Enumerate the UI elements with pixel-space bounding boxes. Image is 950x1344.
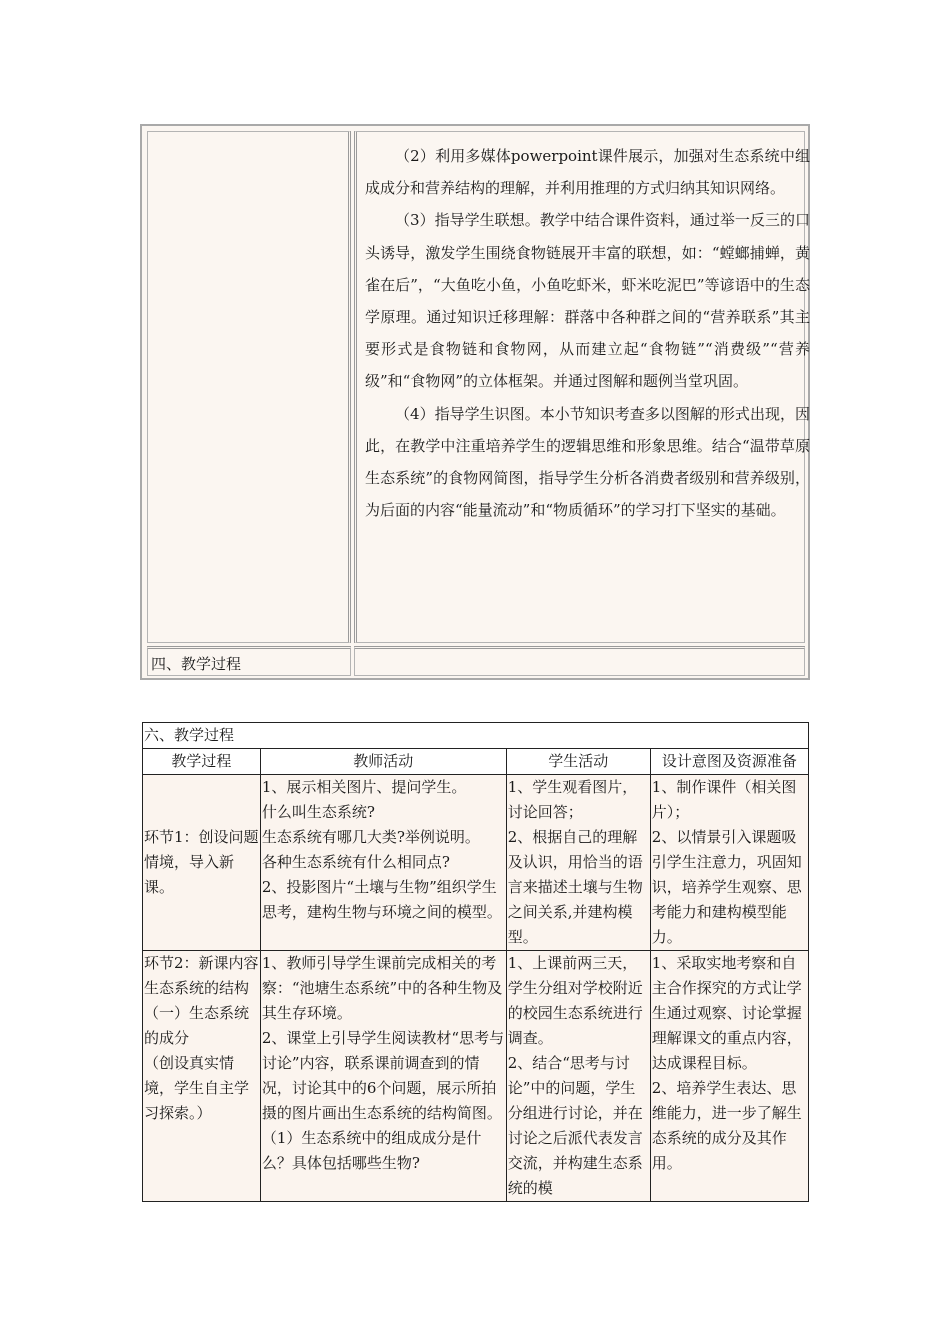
teacher-line: 2、投影图片“土壤与生物”组织学生思考，建构生物与环境之间的模型。 bbox=[261, 878, 502, 921]
stage-line: （一）生态系统的成分 bbox=[144, 1004, 250, 1047]
table-row bbox=[143, 775, 809, 951]
header-design: 设计意图及资源准备 bbox=[650, 749, 808, 775]
design-line: 2、以情景引入课题吸引学生注意力，巩固知识，培养学生观察、思考能力和建构模型能力。 bbox=[651, 828, 802, 946]
teaching-process-table bbox=[142, 722, 809, 1202]
section-label-cell bbox=[147, 646, 351, 676]
stage-cell bbox=[143, 951, 261, 1202]
teacher-cell bbox=[260, 951, 506, 1202]
teacher-line: 生态系统有哪几大类?举例说明。 bbox=[261, 828, 480, 846]
table-title: 六、教学过程 bbox=[143, 723, 809, 749]
table-row bbox=[143, 951, 809, 1202]
teacher-line: 1、展示相关图片、提问学生。 bbox=[261, 778, 467, 796]
student-cell bbox=[506, 951, 650, 1202]
stage-line: 环节2：新课内容 bbox=[144, 954, 259, 972]
teacher-line: （1）生态系统中的组成成分是什么？具体包括哪些生物? bbox=[261, 1129, 482, 1172]
teacher-line: 各种生态系统有什么相同点? bbox=[261, 853, 450, 871]
teacher-cell bbox=[260, 775, 506, 951]
header-student: 学生活动 bbox=[506, 749, 650, 775]
section-empty-cell bbox=[354, 646, 805, 676]
stage-line: 生态系统的结构 bbox=[144, 979, 250, 997]
method-table-left-cell bbox=[147, 131, 351, 643]
method-paragraph-4: （4）指导学生识图。本小节知识考查多以图解的形式出现，因此，在教学中注重培养学生的逻辑思维和形象思维。结合“温带草原生态系统”的食物网简图，指导学生分析各消费者级别和营养级别，为后面的内容“能量流动”和“物质循环”的学习打下坚实的基础。 bbox=[365, 404, 810, 520]
student-cell bbox=[506, 775, 650, 951]
stage-cell bbox=[143, 775, 261, 951]
teacher-line: 2、课堂上引导学生阅读教材“思考与讨论”内容，联系课前调查到的情况，讨论其中的6个问题，展示所拍摄的图片画出生态系统的结构简图。 bbox=[261, 1029, 505, 1122]
method-table bbox=[140, 124, 810, 680]
stage-text: 环节1：创设问题情境，导入新课。 bbox=[144, 828, 259, 896]
design-cell bbox=[650, 775, 808, 951]
design-line: 1、采取实地考察和自主合作探究的方式让学生通过观察、讨论掌握理解课文的重点内容，达成课程目标。 bbox=[651, 954, 802, 1072]
method-paragraph-3: （3）指导学生联想。教学中结合课件资料，通过举一反三的口头诱导，激发学生围绕食物链展开丰富的联想，如：“螳螂捕蝉，黄雀在后”，“大鱼吃小鱼，小鱼吃虾米，虾米吃泥巴”等谚语中的生态学原理。通过知识迁移理解：群落中各种群之间的“营养联系”其主要形式是食物链和食物网，从而建立起“食物链”“消费级”“营养级”和“食物网”的立体框架。并通过图解和题例当堂巩固。 bbox=[365, 211, 810, 391]
design-line: 1、制作课件（相关图片）； bbox=[651, 778, 797, 821]
student-line: 1、学生观看图片，讨论回答； bbox=[507, 778, 638, 821]
teacher-line: 什么叫生态系统? bbox=[261, 803, 375, 821]
header-stage: 教学过程 bbox=[143, 749, 261, 775]
teacher-line: 1、教师引导学生课前完成相关的考察：“池塘生态系统”中的各种生物及其生存环境。 bbox=[261, 954, 503, 1022]
student-line: 1、上课前两三天，学生分组对学校附近的校园生态系统进行调查。 bbox=[507, 954, 643, 1047]
section-label: 四、教学过程 bbox=[151, 655, 242, 673]
header-teacher: 教师活动 bbox=[260, 749, 506, 775]
method-table-right-cell bbox=[354, 131, 810, 643]
method-text bbox=[365, 140, 810, 526]
method-paragraph-2: （2）利用多媒体powerpoint课件展示，加强对生态系统中组成成分和营养结构的理解，并利用推理的方式归纳其知识网络。 bbox=[365, 147, 810, 198]
student-line: 2、根据自己的理解及认识，用恰当的语言来描述土壤与生物之间关系,并建构模型。 bbox=[507, 828, 643, 946]
design-line: 2、培养学生表达、思维能力，进一步了解生态系统的成分及其作用。 bbox=[651, 1079, 802, 1172]
stage-line: （创设真实情境，学生自主学习探索。） bbox=[144, 1054, 250, 1122]
student-line: 2、结合“思考与讨论”中的问题，学生分组进行讨论，并在讨论之后派代表发言交流，并构建生态系统的模 bbox=[507, 1054, 643, 1197]
design-cell bbox=[650, 951, 808, 1202]
